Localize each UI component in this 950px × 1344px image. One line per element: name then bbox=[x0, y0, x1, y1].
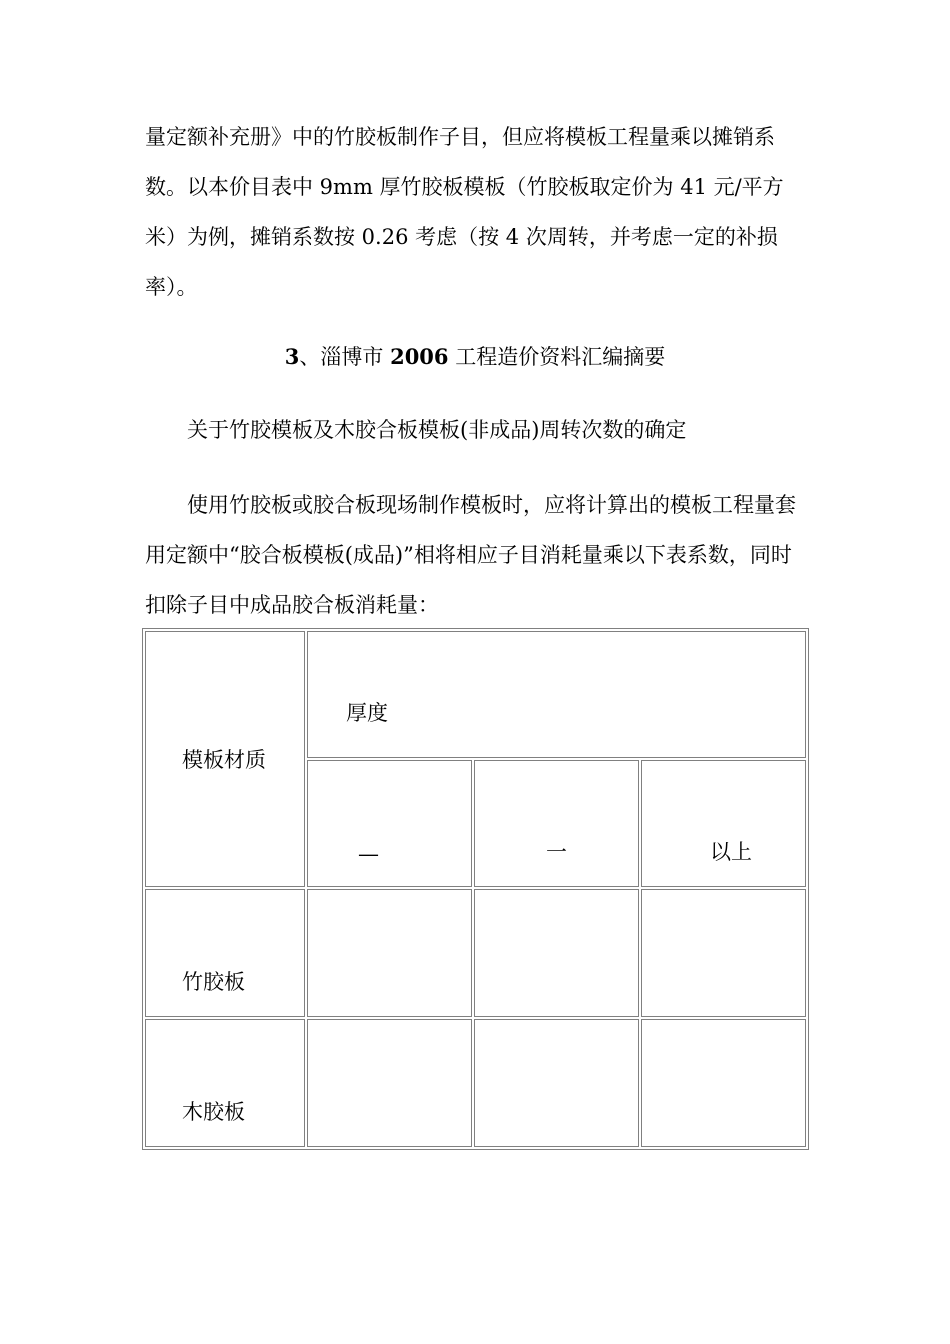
heading-separator: 、淄博市 bbox=[299, 345, 391, 369]
header-thickness: 厚度 bbox=[307, 631, 806, 758]
paragraph-subject: 关于竹胶模板及木胶合板模板(非成品)周转次数的确定 bbox=[187, 418, 687, 442]
table-header-row bbox=[145, 631, 806, 758]
table-cell bbox=[641, 889, 806, 1017]
heading-rest: 工程造价资料汇编摘要 bbox=[448, 345, 666, 369]
table-row bbox=[145, 889, 806, 1017]
heading-year: 2006 bbox=[390, 344, 449, 369]
subheader-2: 一 bbox=[474, 760, 639, 887]
table-cell bbox=[307, 889, 472, 1017]
coefficient-table bbox=[142, 628, 809, 1150]
table-cell bbox=[641, 1019, 806, 1147]
table-cell bbox=[474, 889, 639, 1017]
paragraph-instructions: 使用竹胶板或胶合板现场制作模板时，应将计算出的模板工程量套用定额中“胶合板模板(成品)”相将相应子目消耗量乘以下表系数，同时扣除子目中成品胶合板消耗量： bbox=[145, 493, 796, 617]
heading-number: 3 bbox=[284, 344, 300, 369]
paragraph-amortization: 量定额补充册》中的竹胶板制作子目，但应将模板工程量乘以摊销系数。以本价目表中 9mm 厚竹胶板模板（竹胶板取定价为 41 元/平方米）为例，摊销系数按 0.26 考虑（按 4 次周转，并考虑一定的补损率）。 bbox=[145, 125, 784, 299]
table-row bbox=[145, 1019, 806, 1147]
table-cell bbox=[474, 1019, 639, 1147]
table-cell bbox=[307, 1019, 472, 1147]
subheader-1: — bbox=[307, 760, 472, 887]
section-heading bbox=[0, 332, 950, 382]
subheader-3: 以上 bbox=[641, 760, 806, 887]
header-material: 模板材质 bbox=[145, 631, 305, 887]
row-label-bamboo: 竹胶板 bbox=[145, 889, 305, 1017]
row-label-wood: 木胶板 bbox=[145, 1019, 305, 1147]
